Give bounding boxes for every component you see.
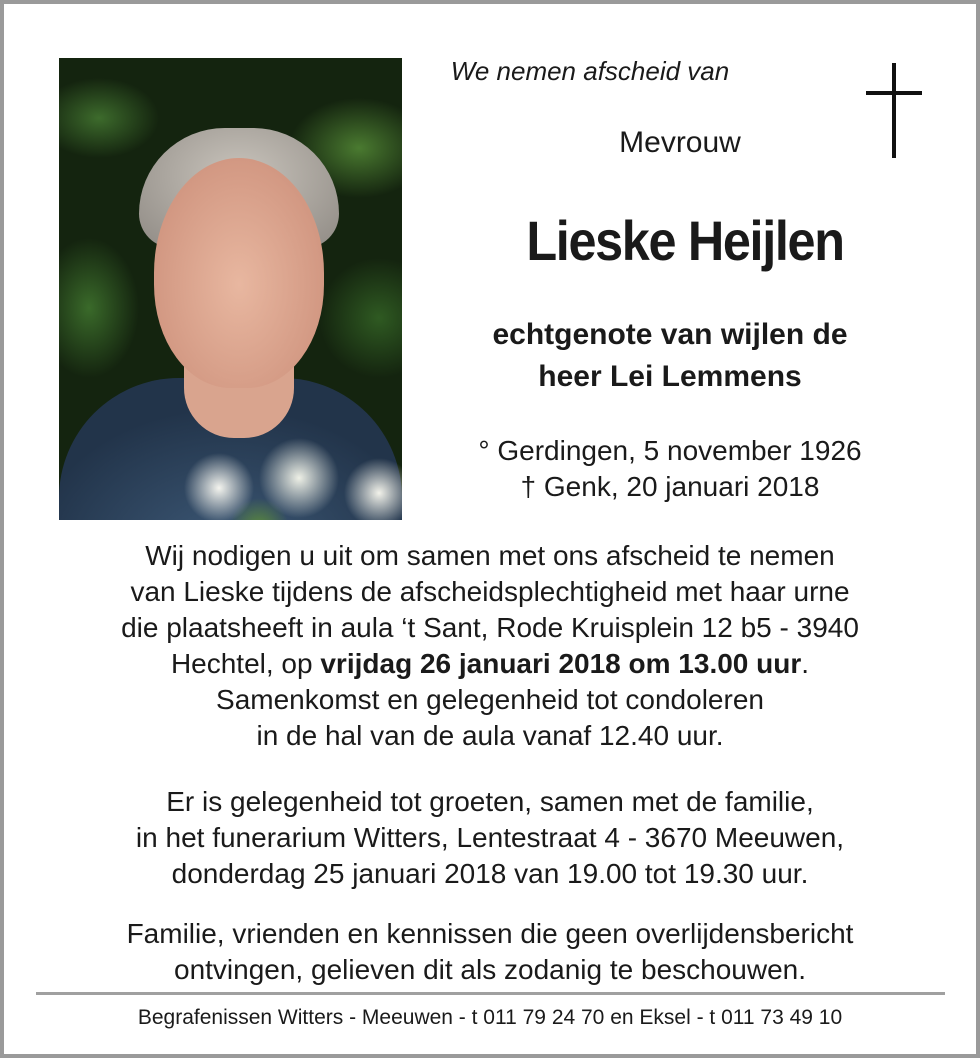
text-span: .	[801, 648, 810, 679]
death-date: † Genk, 20 januari 2018	[520, 471, 820, 502]
text-line: Er is gelegenheid tot groeten, samen met de familie,	[166, 786, 814, 817]
portrait-photo	[59, 58, 402, 520]
text-line: in de hal van de aula vanaf 12.40 uur.	[256, 720, 724, 751]
text-line: ontvingen, gelieven dit als zodanig te beschouwen.	[174, 954, 806, 985]
intro-text: We nemen afscheid van	[450, 56, 730, 86]
visitation-paragraph	[40, 784, 940, 892]
text-span: Hechtel, op	[170, 648, 321, 679]
text-line: Familie, vrienden en kennissen die geen overlijdensbericht	[126, 918, 854, 949]
text-line: die plaatsheeft in aula ‘t Sant, Rode Kruisplein 12 b5 - 3940	[121, 612, 859, 643]
text-line: in het funerarium Witters, Lentestraat 4 - 3670 Meeuwen,	[135, 822, 845, 853]
honorific: Mevrouw	[619, 126, 741, 159]
spouse-line: heer Lei Lemmens	[538, 360, 802, 393]
notice-paragraph	[40, 916, 940, 988]
text-line: donderdag 25 januari 2018 van 19.00 tot 19.30 uur.	[171, 858, 809, 889]
birth-date: ° Gerdingen, 5 november 1926	[478, 435, 862, 466]
cross-icon	[866, 63, 922, 158]
text-line: van Lieske tijdens de afscheidsplechtigheid met haar urne	[130, 576, 850, 607]
ceremony-paragraph	[40, 538, 940, 754]
text-line: Samenkomst en gelegenheid tot condoleren	[216, 684, 764, 715]
deceased-name: Lieske Heijlen	[526, 209, 844, 272]
ceremony-datetime: vrijdag 26 januari 2018 om 13.00 uur	[320, 648, 802, 679]
text-line: Wij nodigen u uit om samen met ons afscheid te nemen	[145, 540, 835, 571]
divider	[36, 992, 945, 995]
text-line	[40, 646, 940, 682]
funeral-home-footer: Begrafenissen Witters - Meeuwen - t 011 79 24 70 en Eksel - t 011 73 49 10	[137, 1006, 843, 1029]
spouse-line: echtgenote van wijlen de	[492, 318, 848, 351]
life-dates	[420, 433, 920, 505]
spouse-info	[420, 314, 920, 398]
